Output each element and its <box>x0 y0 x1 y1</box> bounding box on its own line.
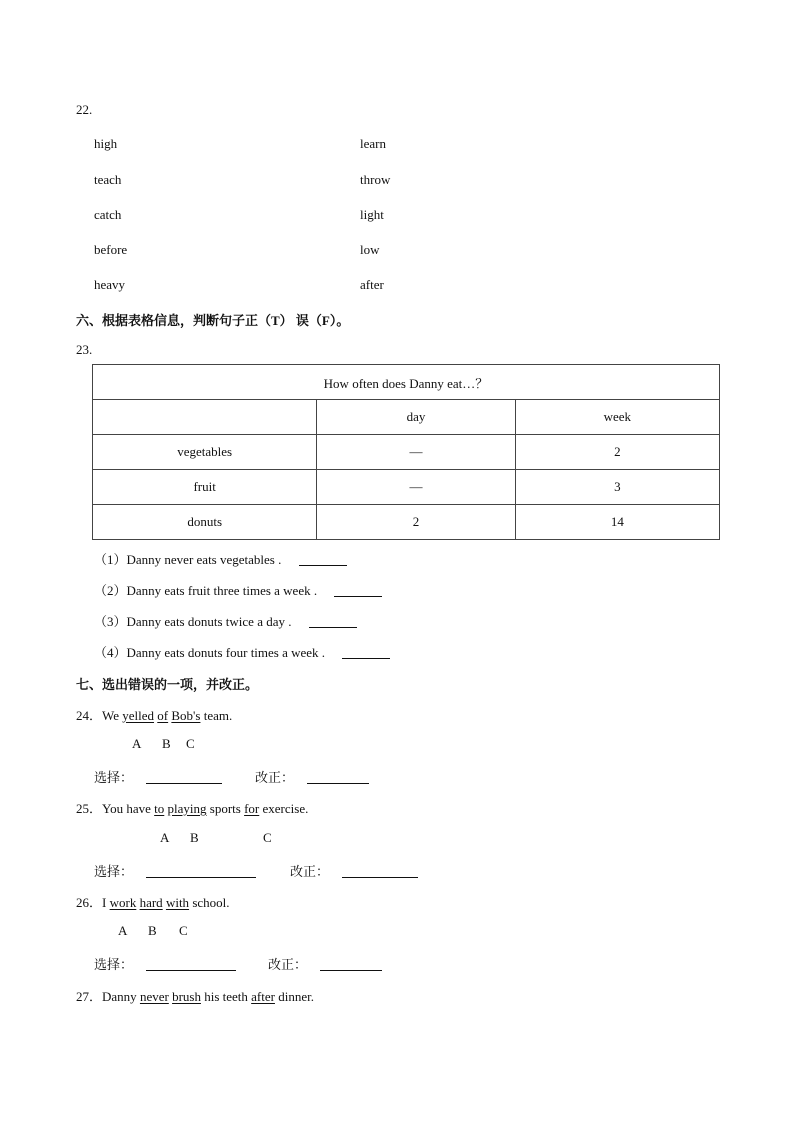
table-cell-week: 14 <box>515 505 719 540</box>
question-27 <box>76 986 314 1005</box>
section-6-heading: 六、根据表格信息，判断句子正（T） 误（F）。 <box>76 313 350 328</box>
question-number-22: 22. <box>76 102 93 117</box>
word-right-3: light <box>360 207 384 222</box>
question-number: 25． <box>76 801 103 816</box>
option-b-word: playing <box>167 801 207 816</box>
word-right-1: learn <box>360 136 386 151</box>
option-c-word: after <box>251 989 275 1004</box>
word-left-1: high <box>94 136 118 151</box>
option-label-a: A <box>132 736 142 751</box>
statement-3 <box>94 611 357 630</box>
option-label-b: B <box>148 923 157 938</box>
option-a-word: yelled <box>122 708 155 723</box>
option-label-a: A <box>118 923 128 938</box>
sentence-text: school. <box>189 895 230 910</box>
correct-row-26 <box>268 954 382 973</box>
table-cell-day: 2 <box>317 505 515 540</box>
table-cell-week: 2 <box>515 435 719 470</box>
statement-2 <box>94 580 382 599</box>
option-a-word: work <box>109 895 137 910</box>
option-label-c: C <box>263 830 272 845</box>
table-row <box>93 435 720 470</box>
statement-1-text: （1）Danny never eats vegetables . <box>94 552 282 567</box>
choose-row-26 <box>94 954 236 973</box>
table-row <box>93 470 720 505</box>
option-c-word: with <box>165 895 190 910</box>
sentence-text: You have <box>102 801 155 816</box>
correct-blank-26[interactable] <box>320 958 382 971</box>
choose-row-24 <box>94 767 222 786</box>
question-number: 26． <box>76 895 103 910</box>
option-label-b: B <box>162 736 171 751</box>
statement-4-text: （4）Danny eats donuts four times a week . <box>94 645 326 660</box>
table-cell-day: — <box>317 470 515 505</box>
word-left-2: teach <box>94 172 122 187</box>
word-right-4: low <box>360 242 380 257</box>
word-right-2: throw <box>360 172 391 187</box>
correct-label: 改正： <box>290 864 330 879</box>
table-title-row <box>93 365 720 400</box>
option-b-word: brush <box>172 989 201 1004</box>
table-header-row <box>93 400 720 435</box>
correct-blank-25[interactable] <box>342 865 418 878</box>
table-cell-week: 3 <box>515 470 719 505</box>
sentence-text: sports <box>206 801 245 816</box>
correct-row-24 <box>255 767 369 786</box>
choose-blank-24[interactable] <box>146 771 222 784</box>
question-number: 27． <box>76 989 103 1004</box>
statement-4 <box>94 642 390 661</box>
sentence-text: team. <box>200 708 233 723</box>
sentence-text: his teeth <box>200 989 252 1004</box>
statement-1 <box>94 549 347 568</box>
choose-label: 选择： <box>94 864 134 879</box>
option-c-word: Bob's <box>171 708 201 723</box>
question-26 <box>76 892 230 911</box>
option-label-a: A <box>160 830 170 845</box>
sentence-text: I <box>102 895 110 910</box>
word-left-4: before <box>94 242 128 257</box>
choose-label: 选择： <box>94 957 134 972</box>
sentence-text: Danny <box>102 989 140 1004</box>
option-c-word: for <box>244 801 260 816</box>
option-label-c: C <box>179 923 188 938</box>
question-24 <box>76 705 232 724</box>
correct-label: 改正： <box>268 957 308 972</box>
table-cell-item: donuts <box>93 505 317 540</box>
table-cell-item: vegetables <box>93 435 317 470</box>
choose-blank-25[interactable] <box>146 865 256 878</box>
option-a-word: never <box>139 989 169 1004</box>
table-header-empty <box>93 400 317 435</box>
word-right-5: after <box>360 277 384 292</box>
table-cell-day: — <box>317 435 515 470</box>
option-label-b: B <box>190 830 199 845</box>
word-left-3: catch <box>94 207 122 222</box>
word-left-5: heavy <box>94 277 126 292</box>
statement-3-text: （3）Danny eats donuts twice a day . <box>94 614 292 629</box>
option-label-c: C <box>186 736 195 751</box>
table-row <box>93 505 720 540</box>
answer-blank-3[interactable] <box>309 615 357 628</box>
sentence-text: exercise. <box>259 801 309 816</box>
choose-row-25 <box>94 861 256 880</box>
correct-row-25 <box>290 861 418 880</box>
choose-blank-26[interactable] <box>146 958 236 971</box>
answer-blank-2[interactable] <box>334 584 382 597</box>
answer-blank-1[interactable] <box>299 553 347 566</box>
choose-label: 选择： <box>94 770 134 785</box>
option-b-word: hard <box>139 895 163 910</box>
question-number: 24． <box>76 708 103 723</box>
section-7-heading: 七、选出错误的一项，并改正。 <box>76 677 259 692</box>
correct-blank-24[interactable] <box>307 771 369 784</box>
answer-blank-4[interactable] <box>342 646 390 659</box>
option-b-word: of <box>157 708 169 723</box>
table-title: How often does Danny eat…？ <box>93 365 720 400</box>
sentence-text: dinner. <box>274 989 314 1004</box>
frequency-table <box>92 364 720 540</box>
statement-2-text: （2）Danny eats fruit three times a week . <box>94 583 318 598</box>
sentence-text: We <box>102 708 123 723</box>
table-cell-item: fruit <box>93 470 317 505</box>
question-25 <box>76 798 308 817</box>
correct-label: 改正： <box>255 770 295 785</box>
question-number-23: 23. <box>76 342 93 357</box>
table-header-week: week <box>515 400 719 435</box>
option-a-word: to <box>154 801 165 816</box>
table-header-day: day <box>317 400 515 435</box>
